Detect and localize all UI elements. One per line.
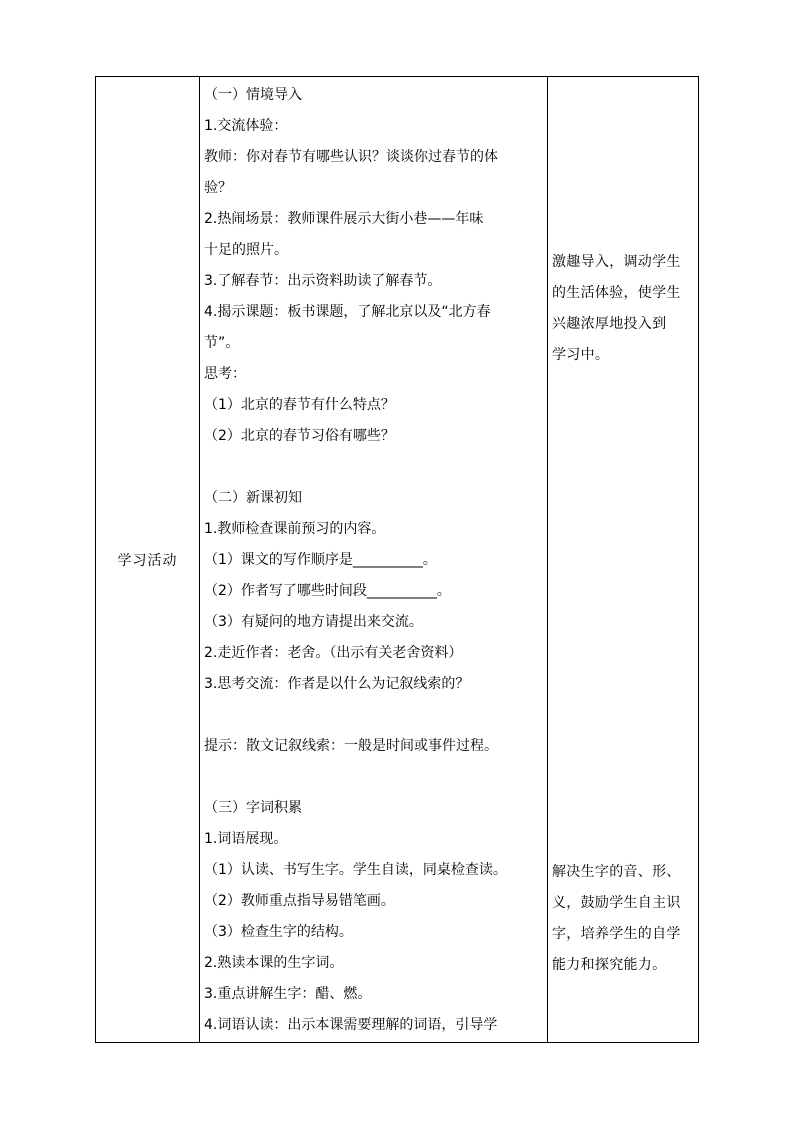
content-line: 1.词语展现。	[204, 831, 288, 847]
content-line: 节”。	[204, 335, 240, 351]
content-line: 3.重点讲解生字：醋、燃。	[204, 986, 372, 1002]
content-line: 十足的照片。	[204, 242, 288, 258]
note-line: 字，培养学生的自学	[552, 926, 681, 942]
content-line: 验？	[204, 180, 232, 196]
content-line: （2）作者写了哪些时间段__________。	[204, 583, 451, 599]
note-line: 解决生字的音、形、	[552, 864, 681, 880]
content-line: 2.熟读本课的生字词。	[204, 955, 344, 971]
content-line: （三）字词积累	[204, 800, 302, 816]
content-line: （2）北京的春节习俗有哪些？	[204, 428, 395, 444]
content-line: （二）新课初知	[204, 490, 302, 506]
note-line: 激趣导入，调动学生	[552, 254, 681, 270]
row-label-cell	[96, 77, 199, 1042]
lesson-table	[95, 76, 699, 1043]
content-line: （1）认读、书写生字。学生自读，同桌检查读。	[204, 862, 507, 878]
content-line: （1）课文的写作顺序是__________。	[204, 552, 437, 568]
design-note-vocab	[552, 857, 698, 981]
column-divider	[199, 77, 200, 1042]
note-line: 的生活体验，使学生	[552, 285, 681, 301]
content-line: 思考：	[204, 366, 246, 382]
content-line: （一）情境导入	[204, 87, 302, 103]
column-divider	[547, 77, 548, 1042]
content-line: （3）有疑问的地方请提出来交流。	[204, 614, 423, 630]
content-line: 1.教师检查课前预习的内容。	[204, 521, 386, 537]
note-line: 能力和探究能力。	[552, 957, 667, 973]
note-line: 义，鼓励学生自主识	[552, 895, 681, 911]
blank-line	[204, 452, 546, 483]
content-line: 3.了解春节：出示资料助读了解春节。	[204, 273, 442, 289]
content-line: 2.热闹场景：教师课件展示大街小巷——年味	[204, 211, 484, 227]
content-line: 教师：你对春节有哪些认识？谈谈你过春节的体	[204, 149, 498, 165]
content-line: 提示：散文记叙线索：一般是时间或事件过程。	[204, 738, 498, 754]
content-line: （3）检查生字的结构。	[204, 924, 353, 940]
content-line: 3.思考交流：作者是以什么为记叙线索的？	[204, 676, 470, 692]
content-line: 2.走近作者：老舍。（出示有关老舍资料）	[204, 645, 463, 661]
design-note-intro	[552, 247, 698, 371]
activity-content-cell	[204, 80, 546, 1041]
content-line: 4.揭示课题：板书课题，了解北京以及“北方春	[204, 304, 491, 320]
content-line: （2）教师重点指导易错笔画。	[204, 893, 395, 909]
note-line: 兴趣浓厚地投入到	[552, 316, 667, 332]
content-line: 1.交流体验：	[204, 118, 288, 134]
row-label: 学习活动	[117, 552, 178, 569]
content-line: 4.词语认读：出示本课需要理解的词语，引导学	[204, 1017, 498, 1033]
content-line: （1）北京的春节有什么特点？	[204, 397, 395, 413]
blank-line	[204, 700, 546, 731]
note-line: 学习中。	[552, 347, 610, 363]
blank-line	[204, 762, 546, 793]
